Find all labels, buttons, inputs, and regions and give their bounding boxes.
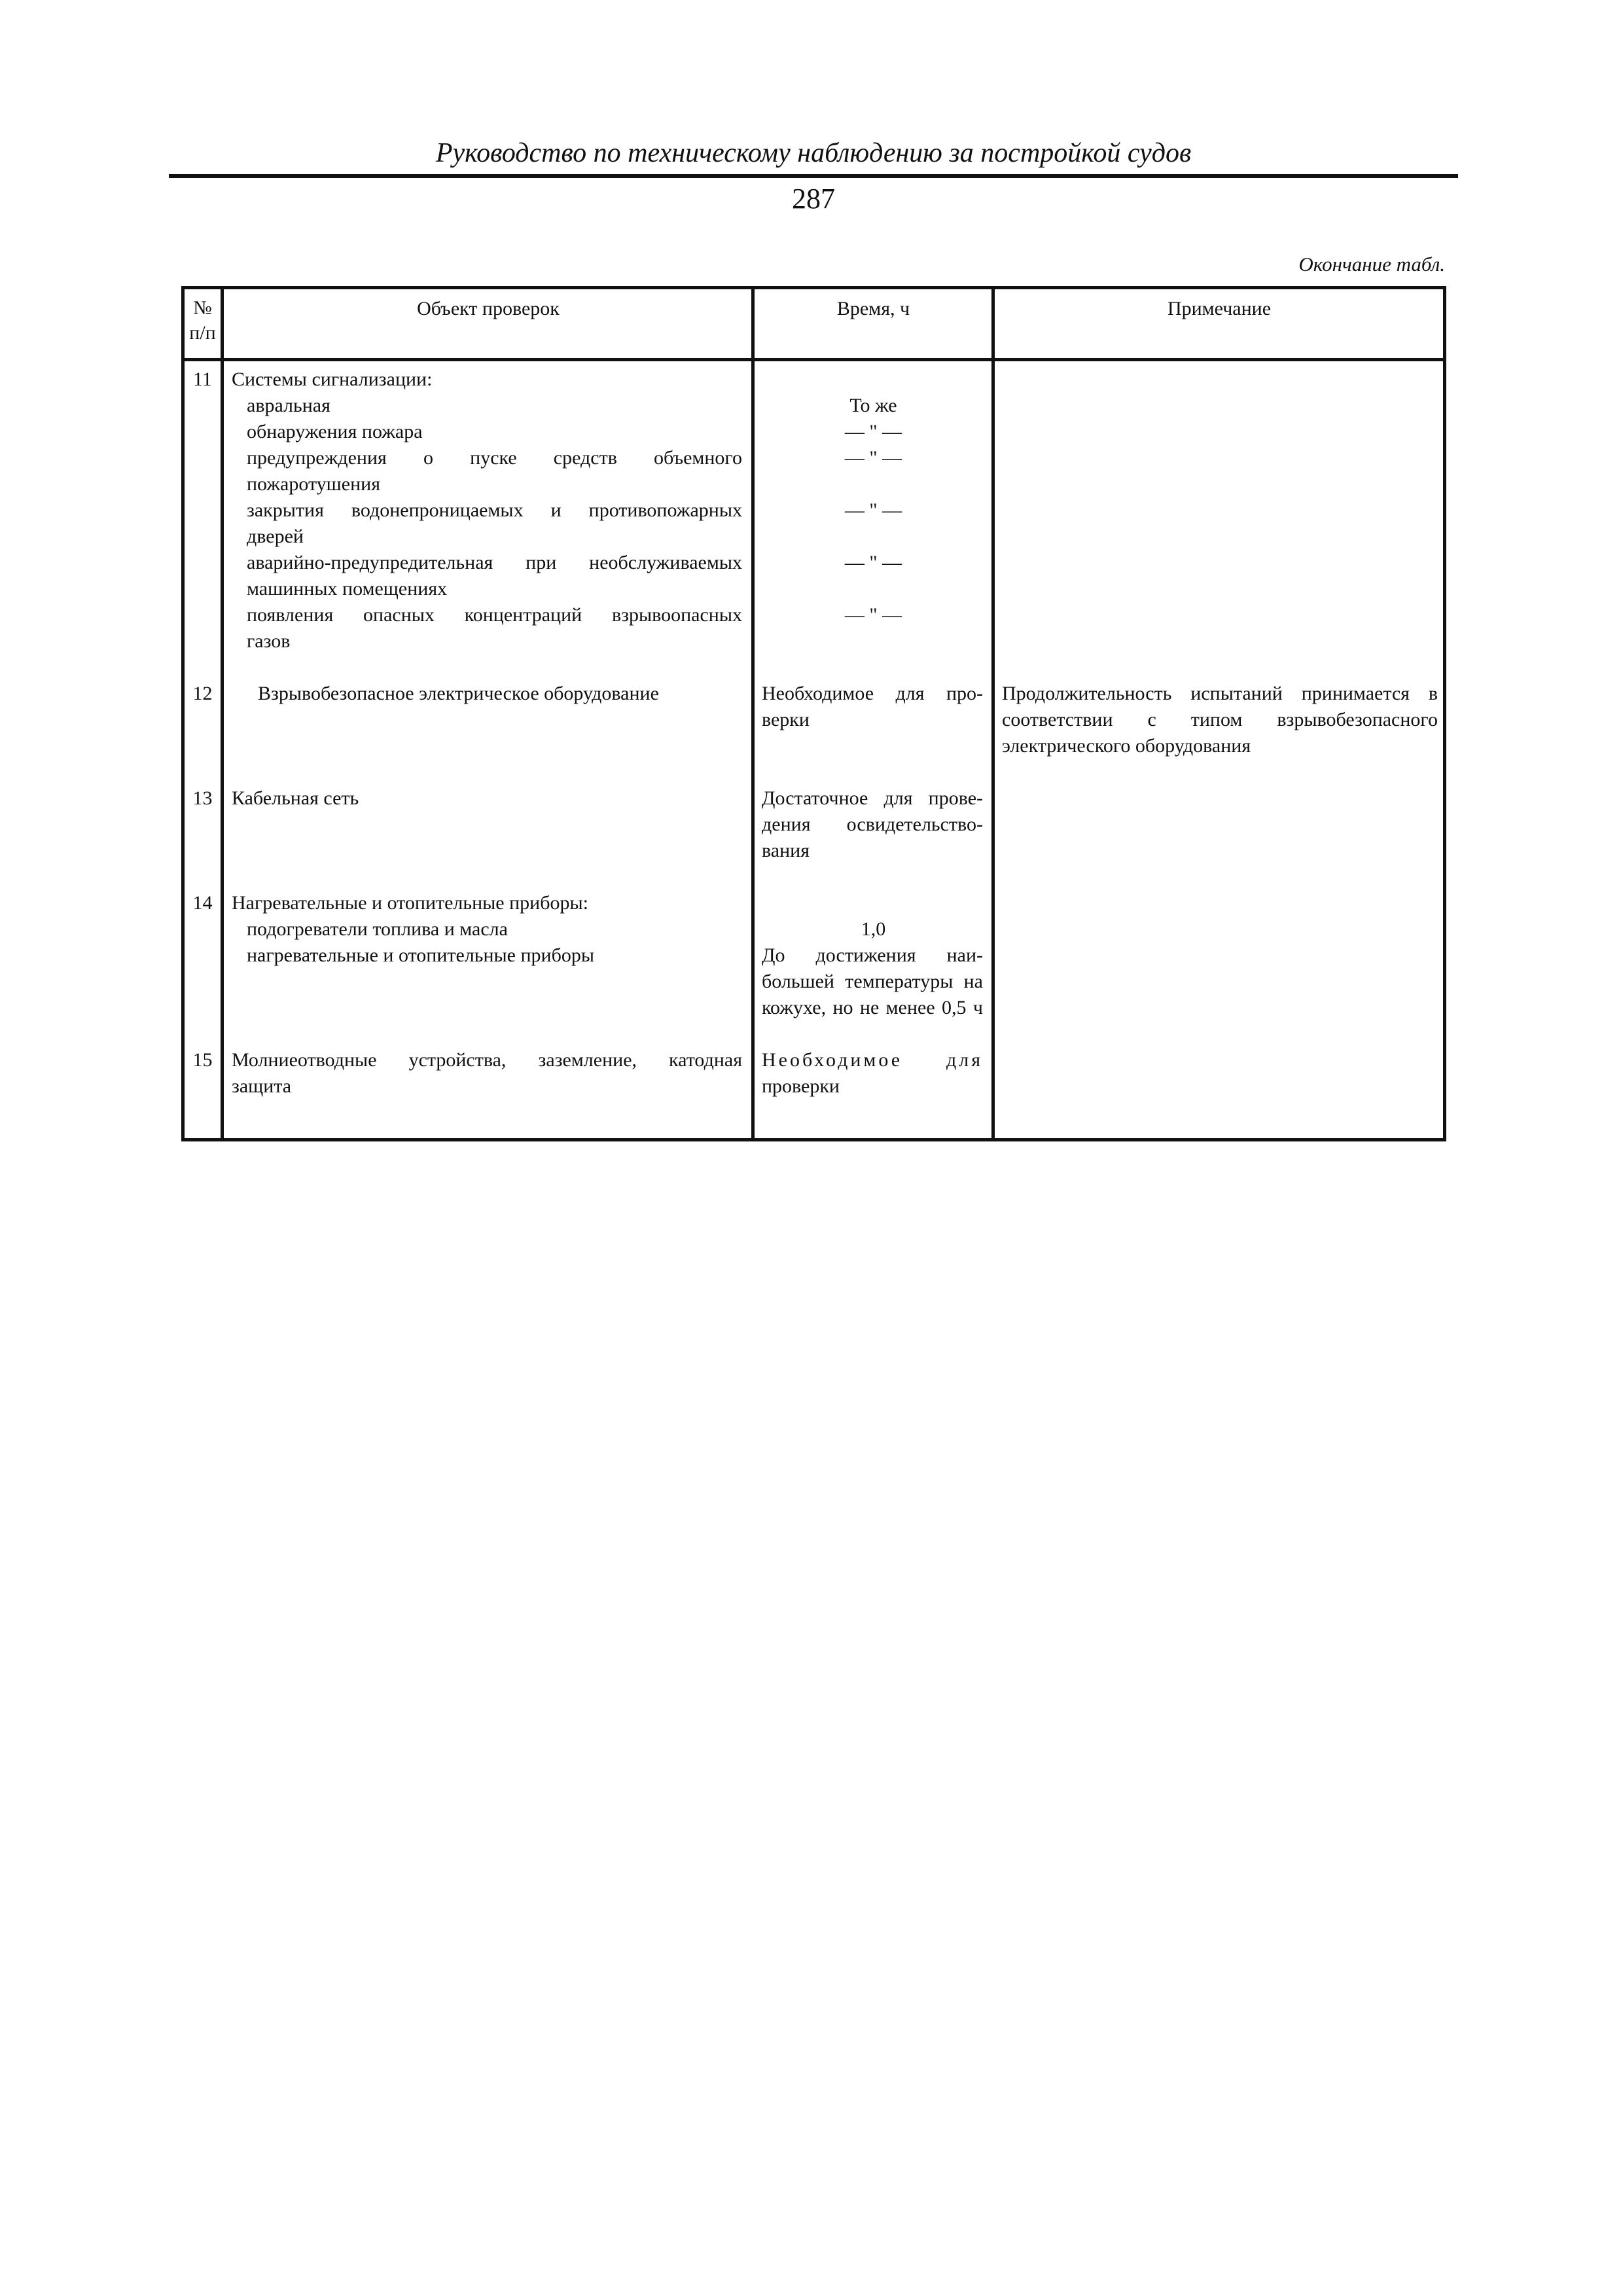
time-value: — " — — [844, 499, 902, 521]
row-number: 15 — [192, 1049, 213, 1071]
row-object: Кабельная сеть — [232, 787, 359, 809]
row-number: 12 — [192, 683, 213, 704]
row-number: 11 — [193, 368, 212, 390]
inspection-table — [181, 286, 1446, 1141]
time-value-continued: проверки — [762, 1075, 840, 1097]
page-number: 287 — [792, 183, 835, 215]
time-value-continued: дения освидетельство- — [762, 814, 983, 835]
time-value: — " — — [844, 447, 902, 469]
note-text: электрического оборудования — [1002, 735, 1251, 757]
time-value-continued: кожухе, но не менее 0,5 ч — [762, 997, 983, 1018]
time-value: До достижения наи- — [762, 944, 983, 966]
list-item: авральная — [247, 395, 330, 416]
time-value-continued: верки — [762, 709, 810, 730]
column-divider — [221, 289, 224, 1138]
note-text: Продолжительность испытаний принимается в — [1002, 683, 1438, 704]
time-value: — " — — [844, 421, 902, 442]
list-item-continued: газов — [247, 630, 291, 652]
header-row-divider — [185, 358, 1443, 361]
row-object: Взрывобезопасное электрическое оборудование — [258, 683, 659, 704]
list-item: подогреватели топлива и масла — [247, 918, 508, 940]
note-text: соответствии с типом взрывобезопасного — [1002, 709, 1438, 730]
time-value: Достаточное для прове- — [762, 787, 983, 809]
table-caption: Окончание табл. — [1298, 253, 1445, 276]
list-item: нагревательные и отопительные приборы — [247, 944, 595, 966]
time-value: То же — [849, 395, 897, 416]
time-value: — " — — [844, 552, 902, 573]
list-item-continued: дверей — [247, 526, 304, 547]
column-divider — [991, 289, 995, 1138]
row-number: 13 — [192, 787, 213, 809]
row-number: 14 — [192, 892, 213, 914]
list-item: обнаружения пожара — [247, 421, 423, 442]
column-header-time: Время, ч — [836, 298, 910, 319]
column-header-num: № п/п — [189, 297, 216, 344]
list-item: закрытия водонепроницаемых и противопожарных — [247, 499, 742, 521]
list-item: появления опасных концентраций взрывоопасных — [247, 604, 742, 626]
list-item-continued: машинных помещениях — [247, 578, 448, 600]
row-object-continued: защита — [232, 1075, 292, 1097]
column-header-note: Примечание — [1167, 298, 1272, 319]
column-divider — [751, 289, 755, 1138]
time-value-continued: большей температуры на — [762, 971, 983, 992]
page-header-title: Руководство по техническому наблюдению за постройкой судов — [435, 138, 1192, 168]
time-value: Необходимое для — [762, 1049, 983, 1071]
list-item-continued: пожаротушения — [247, 473, 380, 495]
list-item: предупреждения о пуске средств объемного — [247, 447, 742, 469]
row-object: Молниеотводные устройства, заземление, катодная — [232, 1049, 742, 1071]
time-value: Необходимое для про- — [762, 683, 983, 704]
row-title: Системы сигнализации: — [232, 368, 433, 390]
row-title: Нагревательные и отопительные приборы: — [232, 892, 588, 914]
time-value: — " — — [844, 604, 902, 626]
time-value: 1,0 — [861, 918, 886, 940]
header-rule — [169, 174, 1458, 178]
column-header-object: Объект проверок — [417, 298, 560, 319]
list-item: аварийно-предупредительная при необслуживаемых — [247, 552, 742, 573]
time-value-continued: вания — [762, 840, 810, 861]
